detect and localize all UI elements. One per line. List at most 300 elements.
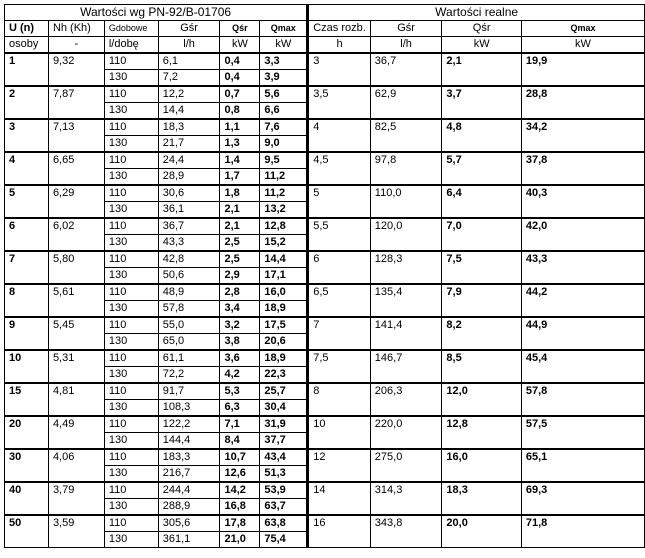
gsr-cell: 305,6 [158, 515, 220, 532]
empty-cell [442, 235, 521, 252]
qsr-real-cell: 8,5 [442, 350, 521, 367]
qsr-cell: 3,2 [220, 317, 260, 334]
table-row [5, 350, 645, 367]
empty-cell [370, 466, 442, 483]
qmax-cell: 3,3 [260, 53, 308, 70]
table-row [5, 185, 645, 202]
empty-cell [5, 268, 49, 285]
qmax-cell: 15,2 [260, 235, 308, 252]
header-qmax: Qmax [260, 21, 308, 37]
gdobowe-cell: 130 [104, 499, 158, 516]
gdobowe-cell: 130 [104, 301, 158, 318]
table-row [5, 301, 645, 318]
empty-cell [5, 499, 49, 516]
qsr-real-cell: 12,0 [442, 383, 521, 400]
gsr-cell: 42,8 [158, 251, 220, 268]
qmax-cell: 75,4 [260, 532, 308, 548]
empty-cell [308, 268, 371, 285]
unit-gsr-real: l/h [370, 37, 442, 54]
gdobowe-cell: 130 [104, 136, 158, 153]
nh-cell: 4,06 [48, 449, 104, 466]
qsr-real-cell: 20,0 [442, 515, 521, 532]
gdobowe-cell: 130 [104, 268, 158, 285]
table-row [5, 169, 645, 186]
header-gsr: Gśr [158, 21, 220, 37]
empty-cell [442, 301, 521, 318]
table-row [5, 433, 645, 450]
qmax-real-cell: 57,5 [521, 416, 644, 433]
empty-cell [370, 433, 442, 450]
empty-cell [521, 532, 644, 548]
table-row [5, 383, 645, 400]
qsr-real-cell: 7,5 [442, 251, 521, 268]
gdobowe-cell: 110 [104, 350, 158, 367]
gsr-cell: 21,7 [158, 136, 220, 153]
qsr-cell: 3,6 [220, 350, 260, 367]
empty-cell [48, 532, 104, 548]
empty-cell [521, 136, 644, 153]
qsr-cell: 2,1 [220, 202, 260, 219]
qsr-cell: 5,3 [220, 383, 260, 400]
empty-cell [370, 103, 442, 120]
gsr-real-cell: 110,0 [370, 185, 442, 202]
table-row [5, 499, 645, 516]
gsr-real-cell: 36,7 [370, 53, 442, 70]
qmax-cell: 53,9 [260, 482, 308, 499]
empty-cell [370, 70, 442, 87]
column-header-row [5, 21, 645, 37]
header-qsr-real: Qśr [442, 21, 521, 37]
empty-cell [308, 466, 371, 483]
qmax-cell: 43,4 [260, 449, 308, 466]
czas-cell: 3 [308, 53, 371, 70]
empty-cell [442, 334, 521, 351]
qmax-cell: 11,2 [260, 169, 308, 186]
qsr-real-cell: 4,8 [442, 119, 521, 136]
qsr-cell: 7,1 [220, 416, 260, 433]
empty-cell [5, 103, 49, 120]
gdobowe-cell: 130 [104, 202, 158, 219]
empty-cell [370, 532, 442, 548]
u-cell: 50 [5, 515, 49, 532]
empty-cell [442, 532, 521, 548]
nh-cell: 3,79 [48, 482, 104, 499]
czas-cell: 5,5 [308, 218, 371, 235]
unit-gsr: l/h [158, 37, 220, 54]
gsr-cell: 7,2 [158, 70, 220, 87]
empty-cell [48, 367, 104, 384]
qsr-cell: 3,8 [220, 334, 260, 351]
table-row [5, 449, 645, 466]
qmax-real-cell: 43,3 [521, 251, 644, 268]
empty-cell [442, 70, 521, 87]
qmax-cell: 25,7 [260, 383, 308, 400]
empty-cell [442, 136, 521, 153]
gsr-cell: 72,2 [158, 367, 220, 384]
empty-cell [5, 70, 49, 87]
u-cell: 10 [5, 350, 49, 367]
gdobowe-cell: 110 [104, 317, 158, 334]
qsr-cell: 21,0 [220, 532, 260, 548]
empty-cell [308, 136, 371, 153]
table-row [5, 515, 645, 532]
empty-cell [442, 367, 521, 384]
gsr-cell: 144,4 [158, 433, 220, 450]
unit-gdobowe: l/dobę [104, 37, 158, 54]
gdobowe-cell: 130 [104, 334, 158, 351]
empty-cell [48, 70, 104, 87]
gsr-real-cell: 62,9 [370, 86, 442, 103]
empty-cell [521, 268, 644, 285]
empty-cell [370, 334, 442, 351]
gsr-real-cell: 314,3 [370, 482, 442, 499]
gdobowe-cell: 130 [104, 400, 158, 417]
empty-cell [370, 499, 442, 516]
qmax-real-cell: 19,9 [521, 53, 644, 70]
gdobowe-cell: 130 [104, 70, 158, 87]
qmax-real-cell: 44,2 [521, 284, 644, 301]
table-row [5, 103, 645, 120]
qmax-cell: 18,9 [260, 350, 308, 367]
czas-cell: 4 [308, 119, 371, 136]
gdobowe-cell: 110 [104, 53, 158, 70]
table-container [4, 4, 645, 548]
gsr-cell: 57,8 [158, 301, 220, 318]
qmax-cell: 22,3 [260, 367, 308, 384]
units-row [5, 37, 645, 54]
gdobowe-cell: 110 [104, 185, 158, 202]
gdobowe-cell: 130 [104, 466, 158, 483]
qsr-cell: 1,1 [220, 119, 260, 136]
qmax-cell: 18,9 [260, 301, 308, 318]
u-cell: 2 [5, 86, 49, 103]
qsr-real-cell: 8,2 [442, 317, 521, 334]
empty-cell [5, 235, 49, 252]
gdobowe-cell: 110 [104, 119, 158, 136]
empty-cell [521, 334, 644, 351]
u-cell: 9 [5, 317, 49, 334]
nh-cell: 6,02 [48, 218, 104, 235]
empty-cell [370, 136, 442, 153]
gsr-cell: 50,6 [158, 268, 220, 285]
u-cell: 3 [5, 119, 49, 136]
nh-cell: 3,59 [48, 515, 104, 532]
u-cell: 5 [5, 185, 49, 202]
qsr-cell: 4,2 [220, 367, 260, 384]
czas-cell: 8 [308, 383, 371, 400]
gsr-real-cell: 343,8 [370, 515, 442, 532]
empty-cell [48, 169, 104, 186]
nh-cell: 5,80 [48, 251, 104, 268]
u-cell: 4 [5, 152, 49, 169]
table-row [5, 218, 645, 235]
empty-cell [521, 301, 644, 318]
qmax-cell: 51,3 [260, 466, 308, 483]
empty-cell [370, 367, 442, 384]
empty-cell [370, 301, 442, 318]
empty-cell [442, 202, 521, 219]
qsr-cell: 14,2 [220, 482, 260, 499]
qmax-cell: 14,4 [260, 251, 308, 268]
empty-cell [308, 334, 371, 351]
table-row [5, 235, 645, 252]
gdobowe-cell: 130 [104, 235, 158, 252]
empty-cell [308, 169, 371, 186]
table-row [5, 251, 645, 268]
gsr-real-cell: 146,7 [370, 350, 442, 367]
gsr-cell: 55,0 [158, 317, 220, 334]
table-row [5, 86, 645, 103]
qsr-cell: 1,8 [220, 185, 260, 202]
empty-cell [48, 400, 104, 417]
empty-cell [48, 136, 104, 153]
czas-cell: 10 [308, 416, 371, 433]
gdobowe-cell: 130 [104, 103, 158, 120]
table-row [5, 268, 645, 285]
gdobowe-cell: 110 [104, 383, 158, 400]
empty-cell [370, 202, 442, 219]
gsr-cell: 122,2 [158, 416, 220, 433]
czas-cell: 16 [308, 515, 371, 532]
qmax-cell: 9,0 [260, 136, 308, 153]
table-row [5, 466, 645, 483]
czas-cell: 7 [308, 317, 371, 334]
czas-cell: 14 [308, 482, 371, 499]
qsr-cell: 2,5 [220, 251, 260, 268]
qmax-real-cell: 65,1 [521, 449, 644, 466]
gsr-cell: 12,2 [158, 86, 220, 103]
qsr-cell: 1,4 [220, 152, 260, 169]
group-header-row [5, 5, 645, 21]
qmax-real-cell: 42,0 [521, 218, 644, 235]
table-row [5, 202, 645, 219]
gsr-cell: 24,4 [158, 152, 220, 169]
empty-cell [48, 466, 104, 483]
gsr-cell: 30,6 [158, 185, 220, 202]
qsr-real-cell: 6,4 [442, 185, 521, 202]
qmax-cell: 13,2 [260, 202, 308, 219]
u-cell: 20 [5, 416, 49, 433]
table-row [5, 400, 645, 417]
qmax-cell: 31,9 [260, 416, 308, 433]
qsr-cell: 6,3 [220, 400, 260, 417]
gsr-cell: 183,3 [158, 449, 220, 466]
empty-cell [5, 532, 49, 548]
qsr-cell: 1,7 [220, 169, 260, 186]
gdobowe-cell: 110 [104, 251, 158, 268]
gsr-cell: 108,3 [158, 400, 220, 417]
gsr-real-cell: 206,3 [370, 383, 442, 400]
table-row [5, 119, 645, 136]
gdobowe-cell: 110 [104, 515, 158, 532]
qsr-real-cell: 3,7 [442, 86, 521, 103]
qmax-real-cell: 44,9 [521, 317, 644, 334]
qsr-real-cell: 18,3 [442, 482, 521, 499]
qsr-cell: 17,8 [220, 515, 260, 532]
gsr-cell: 244,4 [158, 482, 220, 499]
empty-cell [48, 499, 104, 516]
unit-czas: h [308, 37, 371, 54]
gsr-cell: 43,3 [158, 235, 220, 252]
czas-cell: 6 [308, 251, 371, 268]
nh-cell: 5,31 [48, 350, 104, 367]
qsr-cell: 8,4 [220, 433, 260, 450]
gsr-cell: 28,9 [158, 169, 220, 186]
qsr-cell: 0,8 [220, 103, 260, 120]
empty-cell [308, 532, 371, 548]
empty-cell [48, 268, 104, 285]
u-cell: 8 [5, 284, 49, 301]
qsr-cell: 0,4 [220, 70, 260, 87]
qmax-cell: 11,2 [260, 185, 308, 202]
qmax-cell: 6,6 [260, 103, 308, 120]
empty-cell [521, 235, 644, 252]
qsr-cell: 1,3 [220, 136, 260, 153]
qsr-real-cell: 7,9 [442, 284, 521, 301]
empty-cell [521, 466, 644, 483]
empty-cell [48, 433, 104, 450]
qmax-cell: 17,5 [260, 317, 308, 334]
empty-cell [442, 103, 521, 120]
czas-cell: 12 [308, 449, 371, 466]
czas-cell: 6,5 [308, 284, 371, 301]
qmax-real-cell: 34,2 [521, 119, 644, 136]
empty-cell [308, 433, 371, 450]
u-cell: 6 [5, 218, 49, 235]
empty-cell [5, 400, 49, 417]
empty-cell [308, 400, 371, 417]
gsr-real-cell: 120,0 [370, 218, 442, 235]
qmax-real-cell: 57,8 [521, 383, 644, 400]
group-header-left: Wartości wg PN-92/B-01706 [5, 5, 308, 21]
gsr-cell: 288,9 [158, 499, 220, 516]
gsr-real-cell: 220,0 [370, 416, 442, 433]
gdobowe-cell: 110 [104, 416, 158, 433]
gsr-cell: 48,9 [158, 284, 220, 301]
group-header-right: Wartości realne [308, 5, 645, 21]
empty-cell [370, 400, 442, 417]
qsr-cell: 2,8 [220, 284, 260, 301]
table-row [5, 70, 645, 87]
table-row [5, 416, 645, 433]
qmax-real-cell: 40,3 [521, 185, 644, 202]
qsr-cell: 12,6 [220, 466, 260, 483]
qmax-real-cell: 28,8 [521, 86, 644, 103]
qsr-cell: 0,4 [220, 53, 260, 70]
gdobowe-cell: 110 [104, 218, 158, 235]
empty-cell [308, 70, 371, 87]
qsr-real-cell: 12,8 [442, 416, 521, 433]
empty-cell [48, 202, 104, 219]
qmax-cell: 9,5 [260, 152, 308, 169]
unit-u: osoby [5, 37, 49, 54]
u-cell: 40 [5, 482, 49, 499]
qmax-cell: 5,6 [260, 86, 308, 103]
unit-nh: - [48, 37, 104, 54]
qsr-cell: 16,8 [220, 499, 260, 516]
u-cell: 30 [5, 449, 49, 466]
nh-cell: 6,65 [48, 152, 104, 169]
empty-cell [521, 70, 644, 87]
empty-cell [5, 433, 49, 450]
empty-cell [521, 499, 644, 516]
gdobowe-cell: 110 [104, 152, 158, 169]
gsr-real-cell: 97,8 [370, 152, 442, 169]
empty-cell [48, 334, 104, 351]
qsr-cell: 2,1 [220, 218, 260, 235]
qsr-real-cell: 5,7 [442, 152, 521, 169]
nh-cell: 7,87 [48, 86, 104, 103]
unit-qsr-real: kW [442, 37, 521, 54]
unit-qmax: kW [260, 37, 308, 54]
qsr-real-cell: 16,0 [442, 449, 521, 466]
empty-cell [5, 136, 49, 153]
nh-cell: 4,81 [48, 383, 104, 400]
gdobowe-cell: 130 [104, 169, 158, 186]
czas-cell: 4,5 [308, 152, 371, 169]
qsr-cell: 2,9 [220, 268, 260, 285]
gsr-cell: 14,4 [158, 103, 220, 120]
qsr-real-cell: 2,1 [442, 53, 521, 70]
header-gsr-real: Gśr [370, 21, 442, 37]
qmax-cell: 12,8 [260, 218, 308, 235]
gdobowe-cell: 110 [104, 482, 158, 499]
u-cell: 15 [5, 383, 49, 400]
table-row [5, 367, 645, 384]
empty-cell [308, 235, 371, 252]
empty-cell [5, 466, 49, 483]
empty-cell [370, 268, 442, 285]
qmax-cell: 3,9 [260, 70, 308, 87]
gsr-real-cell: 128,3 [370, 251, 442, 268]
empty-cell [5, 301, 49, 318]
empty-cell [308, 499, 371, 516]
gsr-real-cell: 135,4 [370, 284, 442, 301]
empty-cell [308, 367, 371, 384]
empty-cell [442, 400, 521, 417]
czas-cell: 3,5 [308, 86, 371, 103]
empty-cell [521, 400, 644, 417]
gsr-cell: 216,7 [158, 466, 220, 483]
data-table [4, 4, 645, 548]
gdobowe-cell: 110 [104, 284, 158, 301]
header-u: U (n) [5, 21, 49, 37]
qmax-cell: 20,6 [260, 334, 308, 351]
qmax-cell: 16,0 [260, 284, 308, 301]
qsr-cell: 2,5 [220, 235, 260, 252]
u-cell: 7 [5, 251, 49, 268]
empty-cell [521, 103, 644, 120]
empty-cell [48, 103, 104, 120]
empty-cell [442, 268, 521, 285]
empty-cell [308, 202, 371, 219]
header-nh: Nh (Kh) [48, 21, 104, 37]
czas-cell: 7,5 [308, 350, 371, 367]
nh-cell: 4,49 [48, 416, 104, 433]
gsr-real-cell: 82,5 [370, 119, 442, 136]
u-cell: 1 [5, 53, 49, 70]
table-row [5, 317, 645, 334]
gsr-cell: 6,1 [158, 53, 220, 70]
empty-cell [5, 202, 49, 219]
empty-cell [5, 334, 49, 351]
table-row [5, 136, 645, 153]
empty-cell [48, 235, 104, 252]
header-qmax-real: Qmax [521, 21, 644, 37]
empty-cell [442, 466, 521, 483]
table-row [5, 334, 645, 351]
nh-cell: 6,29 [48, 185, 104, 202]
